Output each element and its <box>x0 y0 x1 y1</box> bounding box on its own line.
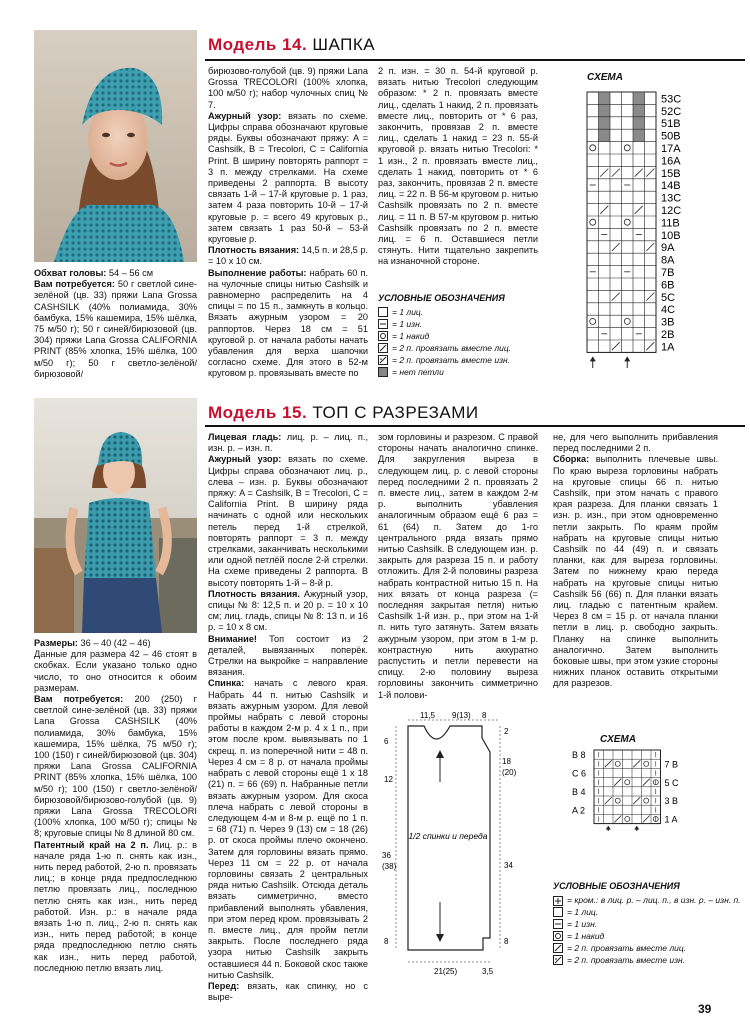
paragraph-text: бирюзово-голубой (цв. 9) пряжи Lana Grossa TRECOLORI (100% хлопка, 100 м/50 г); набор чулочных спиц № 7. <box>208 66 368 110</box>
schema-row-label: 9A <box>661 242 675 255</box>
schema-right-label: 7 B <box>664 759 679 770</box>
no-stitch-cell <box>633 129 645 141</box>
paragraph-text: 200 (250) г светлой сине-зелёной (цв. 33) пряжи Lana Grossa CASHSILK (40% полиамида, 30% бамбука, 15% кашемира, 15% шёлка, 75 м/50 г); 100 (150) г синей/бирюзовой (цв. 304) пряжи Lana Grossa CALIFORNIA PRINT (85% хлопка, 15% шёлка, 100 м/50 г); 100 (150) г светло-зелёной/бирюзовой/бирюзово-голубой (цв. 9) пряжи Lana Grossa TRECOLORI (100% хлопка, 100 м/50 г); спицы № 8; круговые спицы № 8 длиной 80 см. <box>34 694 197 839</box>
schema-row-label: 2B <box>661 329 675 341</box>
schema-row-label: 1A <box>661 341 675 354</box>
legend-text: = 1 накид <box>392 331 430 341</box>
model-14-column-3 <box>378 66 538 268</box>
legend-text: = кром.: в лиц. р. – лиц. п., в изн. р. – изн. п. <box>567 895 741 905</box>
paragraph <box>208 678 368 980</box>
paragraph <box>378 66 538 268</box>
legend-row <box>378 318 548 330</box>
legend-text: = 2 п. провязать вместе изн. <box>392 355 511 365</box>
paragraph-lead: Обхват головы: <box>34 268 107 278</box>
paragraph-lead: Внимание! <box>208 633 257 644</box>
pattern-measure: (38) <box>382 862 397 871</box>
model-15-rule <box>205 425 745 427</box>
schema-row-label: 16A <box>661 155 681 168</box>
knit-stitch-icon <box>378 307 388 317</box>
schema-row-label: 17A <box>661 143 681 155</box>
paragraph <box>208 432 368 454</box>
model-14-schema-grid <box>585 88 735 368</box>
schema-left-label: B 8 <box>572 750 586 761</box>
paragraph <box>208 589 368 634</box>
legend-row <box>378 354 548 366</box>
paragraph <box>34 694 197 840</box>
model-15-column-3 <box>378 432 538 701</box>
no-stitch-cell <box>633 117 645 129</box>
schema-row-label: 11B <box>661 217 680 230</box>
no-stitch-cell <box>633 92 645 104</box>
pattern-measure: 8 <box>482 712 487 720</box>
schema-left-label: B 4 <box>572 787 586 797</box>
paragraph <box>208 111 368 245</box>
pattern-measure: 3,5 <box>482 967 494 976</box>
paragraph-text: не, для чего выполнить прибавления перед последними 2 п. <box>553 432 718 454</box>
no-stitch-cell <box>599 104 611 116</box>
legend-text: = 1 лиц. <box>392 307 424 317</box>
knit-direction-arrow-head <box>436 934 444 942</box>
pattern-measure: 12 <box>384 775 393 784</box>
model-14-number: Модель 14. <box>208 35 308 54</box>
pattern-measure: 11,5 <box>420 712 435 720</box>
repeat-arrow-head <box>606 826 611 830</box>
pattern-measure: 2 <box>504 727 509 736</box>
pattern-measure: 18 <box>502 757 511 766</box>
paragraph-text: вязать, как спинку, но с выре- <box>208 980 368 1003</box>
paragraph-lead: Лицевая гладь: <box>208 432 282 442</box>
legend-row <box>553 906 743 918</box>
knit-direction-arrow-head <box>436 750 444 758</box>
paragraph <box>208 66 368 111</box>
k2tog-icon <box>553 943 563 953</box>
legend-text: = нет петли <box>392 367 444 377</box>
schema-row-label: 10B <box>661 229 681 242</box>
pattern-measure: 9(13) <box>452 712 471 720</box>
pattern-measure: 34 <box>504 861 513 870</box>
legend-row <box>553 954 743 966</box>
k2tog-icon <box>378 343 388 353</box>
model-15-heading <box>208 403 479 423</box>
edge-stitch-icon <box>553 896 563 906</box>
paragraph-text: выполнить плечевые швы. По краю выреза горловины набрать на круговые спицы 66 п. нитью Cashsilk, при этом начать с правого края разреза. Для планки связать 1 изн. р. изн., при этом одновременно петли закрыть. По краям пройм набрать на круговые спицы нитью Cashsilk по 44 (49) п. и связать планки, как для выреза горловины. Затем по нижнему краю переда набрать на круговые спицы нитью Cashsilk 56 (66) п. Для планки вязать лиц. гладью с патентным крайем. Через 8 см = 15 р. от начала планки петли в лиц. р. свободно закрыть. Планку на спинке выполнить аналогично. Затем выполнить боковые швы, при этом узкие стороны нижних планок оставить открытыми для разрезов. <box>553 454 718 689</box>
paragraph <box>208 268 368 380</box>
paragraph-text: набрать 60 п. на чулочные спицы нитью Cashsilk и равномерно распределить на 4 спицы = по 15 п., замкнуть в кольцо. Вязать ажурным узором = 20 раппортов. Через 18 см = 51 круговой р. от начала работы начать убавления для верха шапочки согласно схеме. Для этого в 52-м круговом р. провязывать вместе по <box>208 267 368 379</box>
legend-row <box>378 306 548 318</box>
schema-row-label: 53C <box>661 93 682 106</box>
paragraph-lead: Спинка: <box>208 678 245 689</box>
paragraph-text: Лиц. р.: в начале ряда 1-ю п. снять как изн., нить перед работой, 2-ю п. провязать лиц.; в конце ряда предпоследнюю петлю провязать лиц., последнюю петлю снять как изн., нить перед работой. Изн. р.: в начале ряда вязать 1-ю п. лиц., 2-ю п. снять как изн., нить перед работой; в конце ряда предпоследнюю петлю снять как изн., нить перед работой, последнюю петлю вязать лиц. <box>34 839 197 973</box>
paragraph-lead: Плотность вязания: <box>208 245 300 256</box>
model-15-schema-title: СХЕМА <box>600 734 636 745</box>
legend-text: = 2 п. провязать вместе лиц. <box>567 943 687 953</box>
legend-row <box>553 894 743 906</box>
knit-stitch-icon <box>553 907 563 917</box>
paragraph <box>34 840 197 974</box>
schema-row-label: 7B <box>661 267 675 279</box>
model-14-column-1 <box>34 268 197 380</box>
model-14-schema-title: СХЕМА <box>587 72 623 83</box>
yarn-over-icon <box>378 331 388 341</box>
paragraph <box>34 638 197 649</box>
pattern-measure: 8 <box>384 937 389 946</box>
schema-right-label: 3 B <box>664 796 679 807</box>
model-15-title: ТОП С РАЗРЕЗАМИ <box>312 403 479 422</box>
legend-row <box>378 342 548 354</box>
no-stitch-cell <box>633 104 645 116</box>
paragraph <box>553 454 718 689</box>
paragraph <box>34 649 197 694</box>
pattern-center-label: 1/2 спинки и переда <box>408 831 488 841</box>
model-15-number: Модель 15. <box>208 403 308 422</box>
legend-text: = 1 изн. <box>392 319 423 329</box>
paragraph-text: Данные для размера 42 – 46 стоят в скобках. Если указано только одно число, то оно относится к обоим размерам. <box>34 649 197 693</box>
schema-right-label: 5 C <box>664 777 679 788</box>
paragraph-text: Ажурный узор, спицы № 8: 12,5 п. и 20 р. = 10 x 10 см; лиц. гладь, спицы № 8: 13 п. и 16 р. = 10 x 8 см. <box>208 588 368 633</box>
legend-row <box>553 930 743 942</box>
yarn-over-icon <box>553 931 563 941</box>
paragraph <box>208 454 368 588</box>
model-15-pattern-drawing <box>378 712 528 980</box>
model-15-schema-grid <box>570 746 700 831</box>
schema-row-label: 12C <box>661 205 682 217</box>
paragraph-text: 2 п. изн. = 30 п. 54-й круговой р. вязать нитью Trecolori следующим образом: * 2 п. провязать вместе лиц., сделать 1 накид, 2 п. провязать вместе лиц., повторить от * 6 раз, закончить, провязав 2 п. вместе лиц., сделать 1 накид = 23 п. 55-й круговой р. вязать нитью Trecolori: * 1 изн., 2 п. провязать вместе лиц., сделать 1 накид, повторить от * 6 раз, закончить, провязав 2 п. вместе лиц. = 22 п. В 56-м круговом р. нитью Cashsilk провязать по 2 п. вместе лиц. = 11 п. В 57-м круговом р. нитью Cashsilk провязать по 2 п. вместе лиц. = 6 п. Оставшиеся петли стянуть. Нити тщательно закрепить на изнаночной стороне. <box>378 66 538 267</box>
paragraph-lead: Выполнение работы: <box>208 267 307 278</box>
paragraph-text: 14,5 п. и 28,5 р. = 10 x 10 см. <box>208 245 368 267</box>
schema-row-label: 14B <box>661 180 681 193</box>
paragraph-lead: Патентный край на 2 п. <box>34 839 149 850</box>
pattern-measure: 8 <box>504 937 509 946</box>
paragraph-text: Топ состоит из 2 деталей, вывязанных поперёк. Стрелки на выкройке = направление вязания. <box>208 633 368 678</box>
legend-text: = 1 лиц. <box>567 907 599 917</box>
paragraph-lead: Перед: <box>208 980 240 991</box>
model-15-legend <box>553 880 743 966</box>
model-14-title: ШАПКА <box>312 35 376 54</box>
paragraph-lead: Плотность вязания. <box>208 588 300 599</box>
schema-row-label: 13C <box>661 192 682 205</box>
legend-text: = 1 накид <box>567 931 605 941</box>
paragraph <box>34 279 197 380</box>
paragraph <box>553 432 718 454</box>
paragraph-text: 36 – 40 (42 – 46) <box>78 638 151 648</box>
model-14-column-2 <box>208 66 368 380</box>
purl-stitch-icon <box>553 919 563 929</box>
paragraph-lead: Ажурный узор: <box>208 110 282 121</box>
schema-row-label: 8A <box>661 254 675 267</box>
photo-model-15-top <box>34 398 197 633</box>
no-stitch-cell <box>599 92 611 104</box>
paragraph-lead: Сборка: <box>553 454 590 465</box>
legend-row <box>553 918 743 930</box>
schema-row-label: 5C <box>661 291 676 304</box>
page-number: 39 <box>698 1002 712 1016</box>
paragraph <box>208 245 368 267</box>
paragraph-lead: Вам потребуется: <box>34 279 115 290</box>
pattern-measure: 21(25) <box>434 967 458 976</box>
schema-row-label: 15B <box>661 167 681 180</box>
paragraph <box>208 981 368 1003</box>
model-15-column-4 <box>553 432 718 690</box>
legend-text: = 2 п. провязать вместе изн. <box>567 955 686 965</box>
repeat-arrow-head <box>590 356 596 361</box>
model-14-rule <box>205 59 745 61</box>
model-15-legend-title: УСЛОВНЫЕ ОБОЗНАЧЕНИЯ <box>553 881 680 891</box>
photo-model-14-image <box>34 30 197 262</box>
model-14-legend-title: УСЛОВНЫЕ ОБОЗНАЧЕНИЯ <box>378 293 505 303</box>
purl-stitch-icon <box>378 319 388 329</box>
legend-row <box>378 366 548 378</box>
schema-right-label: 1 A <box>664 814 678 825</box>
model-15-column-2 <box>208 432 368 1003</box>
paragraph <box>208 634 368 679</box>
paragraph <box>378 432 538 701</box>
photo-model-14-hat <box>34 30 197 262</box>
schema-row-label: 3B <box>661 316 675 329</box>
schema-left-label: A 2 <box>572 805 586 816</box>
repeat-arrow-head <box>634 826 639 830</box>
schema-row-label: 50B <box>661 130 681 143</box>
schema-row-label: 52C <box>661 105 682 118</box>
paragraph-text: вязать по схеме. Цифры справа обозначают круговые ряды. Буквы обозначают пряжу: A = Cashsilk, B = Trecolori, C = California Print. В ширину повторять раппорт = 3 п. между стрелками. На схеме приведены 2 раппорта. В высоту связать 1-й – 17-й круговые р. 1 раз, затем 4 раза повторить 10-й – 17-й круговые р. = всего 49 круговых р., затем связать 1 раз 50-й – 53-й круговые р. <box>208 110 368 245</box>
legend-row <box>553 942 743 954</box>
p2tog-icon <box>378 355 388 365</box>
legend-text: = 2 п. провязать вместе лиц. <box>392 343 512 353</box>
photo-model-15-image <box>34 398 197 633</box>
paragraph <box>34 268 197 279</box>
paragraph-lead: Ажурный узор: <box>208 454 282 465</box>
schema-left-label: C 6 <box>572 768 587 779</box>
no-stitch-cell <box>599 129 611 141</box>
legend-text: = 1 изн. <box>567 919 598 929</box>
schema-row-label: 6B <box>661 279 675 292</box>
paragraph-text: лиц. р. – лиц. п., изн. р. – изн. п. <box>208 432 368 454</box>
paragraph-text: начать с левого края. Набрать 44 п. нитью Cashsilk и вязать ажурным узором. Для левой проймы набрать с левой стороны работы в каждом 2-м р. 4 x 1 п., при этом после кром. вывязывать по 1 скрещ. п. из поперечной нити = 48 п. Через 4 см = 8 р. от начала проймы набрать с левой стороны ещё 1 x 18 (21) п. = 66 (69) п. Набранные петли вязать ажурным узором. Для скоса плеча набрать с левой стороны в следующем 4-м и 8-м р. ещё по 1 п. = 68 (71) п. Через 9 (13) см = 18 (26) р. от скоса проймы плечо окончено. Затем для горловины вязать прямо. Через 11 см = 22 р. от начала горловины связать 2 центральных ряда нитью Cashsilk. Отсюда деталь вязать симметрично, вместо прибавлений выполнять убавления, при этом перед кром. провязывать 2 п. вместе лиц., для пройм петли закрыть. После последнего ряда узора нитью Cashsilk закрыть оставшиеся 44 п. Боковой скос также нитью Cashsilk. <box>208 678 368 980</box>
paragraph-text: зом горловины и разрезом. С правой стороны начать аналогично спинке. Для закругления выреза в следующем лиц. р. с левой стороны перед последними 2 п. провязать 2 п. вместе лиц., затем в каждом 2-м р. выполнить убавления аналогичным образом ещё 6 раз = 61 (64) п. Затем до 1-го центрального ряда вязать прямо нитью Cashsilk. В следующем изн. р. закрыть для разреза 15 п. и работу отложить. Для 2-й половины разреза набрать контрастной нитью 15 п. На них вязать от конца разреза (= последняя закрытая петля) нитью Cashsilk 1-й изн. р., при этом на 1-й п. нить туго затянуть. Затем вязать ажурным узором, при этом в 1-м р. контрастную нить аккуратно распустить и петли перевести на спицу. 2-ю половину выреза горловины закончить симметрично 1-й полови- <box>378 432 538 700</box>
paragraph-lead: Вам потребуется: <box>34 694 124 705</box>
no-stitch-cell <box>599 117 611 129</box>
paragraph-lead: Размеры: <box>34 638 78 648</box>
model-15-column-1 <box>34 638 197 974</box>
p2tog-icon <box>553 955 563 965</box>
no-stitch-icon <box>378 367 388 377</box>
pattern-measure: (20) <box>502 768 517 777</box>
model-14-legend <box>378 292 548 378</box>
repeat-arrow-head <box>624 356 630 361</box>
legend-row <box>378 330 548 342</box>
pattern-measure: 6 <box>384 737 389 746</box>
schema-row-label: 4C <box>661 304 676 317</box>
paragraph-text: вязать по схеме. Цифры справа обозначают лиц. р., слева – изн. р. Буквы обозначают пряжу: A = Cashsilk, B = Trecolori, C = California Print. В ширину ряда начинать с одной или нескольких петель перед 1-й стрелкой, повторять раппорт = 3 п. между стрелками, заканчивать несколькими или одной петлёй после 2-й стрелки. На схеме приведены 2 раппорта. В высоту повторять 1-й – 8-й р. <box>208 454 368 588</box>
paragraph-text: 50 г светлой сине-зелёной (цв. 33) пряжи Lana Grossa CASHSILK (40% полиамида, 30% бамбука, 15% кашемира, 15% шёлка, 75 м/50 г); 50 г синей/бирюзовой (цв. 304) пряжи Lana Grossa CALIFORNIA PRINT (85% хлопка, 15% шёлка, 100 м/50 г); 50 г светло-зелёной/бирюзовой/ <box>34 279 197 379</box>
pattern-measure: 36 <box>382 851 391 860</box>
model-14-heading <box>208 35 375 55</box>
schema-row-label: 51B <box>661 118 681 131</box>
paragraph-text: 54 – 56 см <box>106 268 154 278</box>
